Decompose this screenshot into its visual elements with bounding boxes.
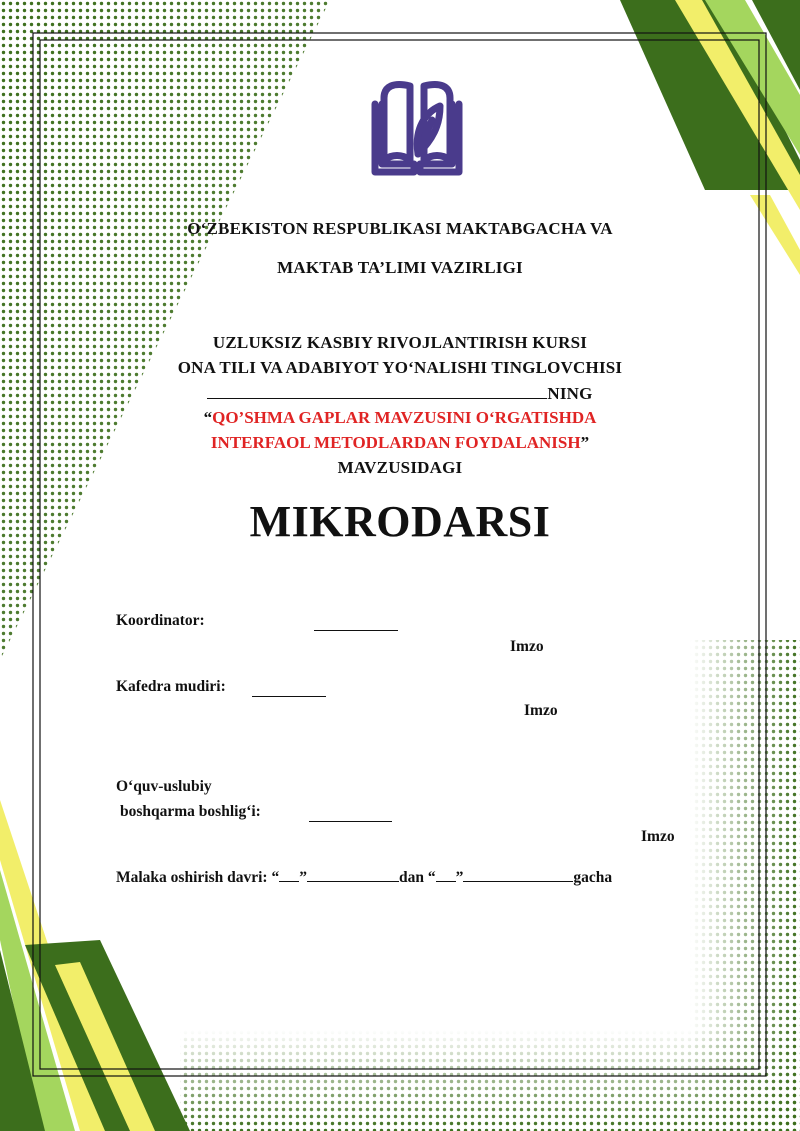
period-open-quote-2: “ [427,869,436,886]
period-close-quote-2: ” [455,869,464,886]
period-start-day-blank[interactable] [279,866,299,882]
department-signature: Imzo [641,828,675,845]
course-line-2: ONA TILI VA ADABIYOT YO‘NALISHI TINGLOVCHISI [177,358,623,377]
period-label: Malaka oshirish davri: [116,869,268,886]
department-head-blank[interactable] [252,681,326,697]
period-start-month-blank[interactable] [307,866,399,882]
period-end-month-blank[interactable] [463,866,573,882]
period-to-suffix: gacha [573,869,613,886]
period-close-quote-1: ” [299,869,307,886]
name-blank[interactable] [207,383,547,399]
open-book-leaf-icon [370,76,464,178]
student-name-line [0,383,800,404]
topic-close-quote: ” [580,433,590,452]
topic-title-part-2: INTERFAOL METODLARDAN FOYDALANISH [210,433,581,452]
period-from-suffix: dan [398,869,424,886]
department-head-signature: Imzo [524,702,558,719]
topic-open-quote: “ [203,408,213,427]
training-period-line [116,866,612,887]
coordinator-label: Koordinator: [116,612,205,629]
period-end-day-blank[interactable] [436,866,456,882]
ministry-line-1: O‘ZBEKISTON RESPUBLIKASI MAKTABGACHA VA [187,219,613,238]
ministry-line-2: MAKTAB TA’LIMI VAZIRLIGI [277,258,523,277]
stripes-bottom-left [0,800,190,1131]
dot-pattern-top-left [0,0,330,660]
topic-line-2 [0,433,800,453]
topic-title-part-1: QO’SHMA GAPLAR MAVZUSINI O‘RGATISHDA [212,408,597,427]
topic-line-1 [0,408,800,428]
coordinator-signature: Imzo [510,638,544,655]
department-label-line-1: O‘quv-uslubiy [116,778,212,795]
name-suffix: NING [547,384,593,403]
dot-pattern-bottom [180,1030,800,1131]
document-title: MIKRODARSI [249,497,551,546]
department-head-label: Kafedra mudiri: [116,678,226,695]
department-label-line-2: boshqarma boshlig‘i: [120,803,261,820]
course-line-1: UZLUKSIZ KASBIY RIVOJLANTIRISH KURSI [212,333,588,352]
coordinator-blank[interactable] [314,615,398,631]
department-blank[interactable] [309,806,392,822]
period-open-quote-1: “ [271,869,280,886]
topic-suffix: MAVZUSIDAGI [337,458,463,477]
